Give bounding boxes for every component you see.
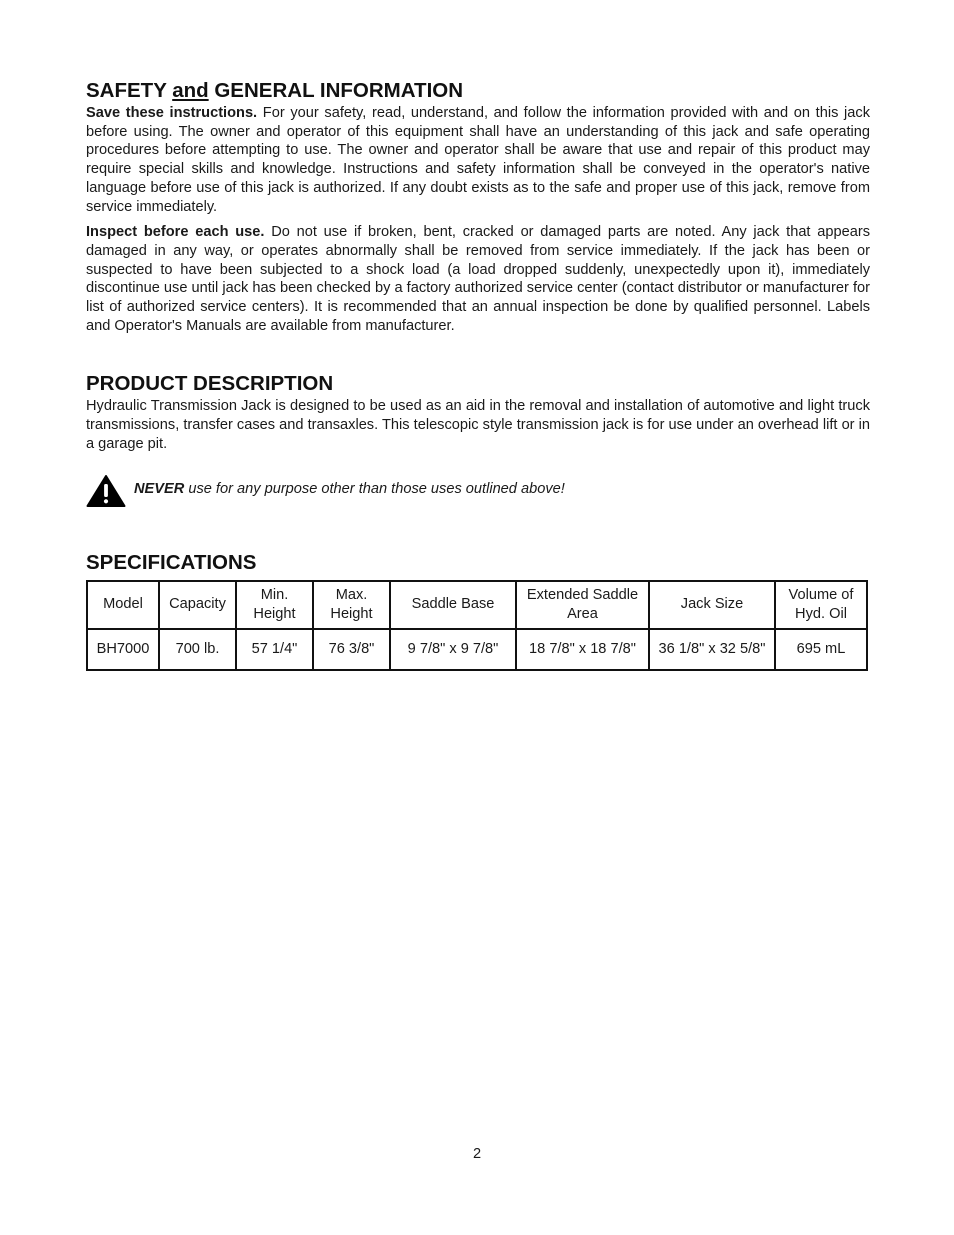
inspect-text: Do not use if broken, bent, cracked or damaged parts are noted. Any jack that appears damaged in any way, or operates abnormally shall be removed from service immediately. If the jack has been or suspected to have been subjected to a shock load (a load dropped suddenly, unexpectedly upon it), immediately discontinue use until jack has been checked by a factory authorized service center (contact distributor or manufacturer for list of authorized service centers). It is recommended that an annual inspection be done by qualified personnel. Labels and Operator's Manuals are available from manufacturer. (86, 224, 870, 334)
safety-heading (86, 78, 870, 104)
warning-triangle-icon (86, 474, 126, 508)
page-content (86, 78, 870, 671)
cell-model: BH7000 (87, 629, 159, 670)
inspect-paragraph (86, 223, 870, 335)
header-cell-extended-saddle-area: Extended Saddle Area (516, 581, 649, 629)
save-instructions-lead: Save these instructions. (86, 105, 258, 121)
table-row (87, 629, 867, 670)
specifications-table (86, 580, 868, 671)
header-cell-oil-volume: Volume of Hyd. Oil (775, 581, 867, 629)
warning-body: use for any purpose other than those uses outlined above! (184, 480, 565, 497)
cell-jack-size: 36 1/8" x 32 5/8" (649, 629, 775, 670)
header-cell-capacity: Capacity (159, 581, 236, 629)
safety-heading-and: and (172, 79, 209, 102)
safety-heading-part1: SAFETY (86, 79, 167, 102)
page-number: 2 (472, 1146, 482, 1162)
warning-text (134, 480, 565, 498)
safety-heading-part2: GENERAL INFORMATION (214, 79, 464, 102)
inspect-lead: Inspect before each use. (86, 224, 265, 241)
product-heading: PRODUCT DESCRIPTION (86, 372, 334, 396)
cell-capacity: 700 lb. (159, 629, 236, 670)
header-cell-jack-size: Jack Size (649, 581, 775, 629)
cell-extended-saddle-area: 18 7/8" x 18 7/8" (516, 629, 649, 670)
header-cell-saddle-base: Saddle Base (390, 581, 516, 629)
save-instructions-text: For your safety, read, understand, and follow the information provided with and on this jack before using. The owner and operator of this equipment shall have an understanding of this jack and safe operating procedures before attempting to use. The owner and operator shall be aware that use and repair of this product may require special skills and knowledge. Instructions and safety information shall be conveyed in the operator's native language before use of this jack is authorized. If any doubt exists as to the safe and proper use of this jack, remove from service immediately. (86, 105, 871, 215)
table-header-row (87, 581, 867, 629)
cell-oil-volume: 695 mL (775, 629, 867, 670)
warning-lead: NEVER (134, 480, 185, 497)
cell-max-height: 76 3/8" (313, 629, 390, 670)
cell-min-height: 57 1/4" (236, 629, 313, 670)
save-instructions-paragraph (86, 104, 870, 216)
header-cell-max-height: Max. Height (313, 581, 390, 629)
header-cell-model: Model (87, 581, 159, 629)
specifications-heading: SPECIFICATIONS (86, 550, 257, 574)
product-description-paragraph: Hydraulic Transmission Jack is designed to be used as an aid in the removal and installation of automotive and light truck transmissions, transfer cases and transaxles. This telescopic style transmission jack is for use under an overhead lift or in a garage pit. (86, 398, 870, 452)
header-cell-min-height: Min. Height (236, 581, 313, 629)
cell-saddle-base: 9 7/8" x 9 7/8" (390, 629, 516, 670)
warning-notice (86, 474, 870, 508)
